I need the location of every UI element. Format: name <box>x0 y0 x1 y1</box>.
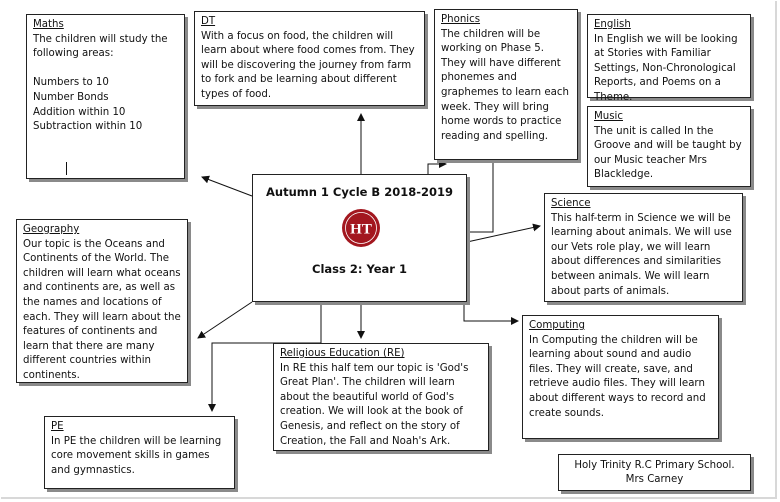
english-body: In English we will be looking at Stories with Familiar Settings, Non-Chronological Reports, and Poems on a Theme. <box>594 33 738 103</box>
pe-title: PE <box>51 421 64 432</box>
re-title: Religious Education (RE) <box>280 348 405 359</box>
maths-title: Maths <box>33 19 64 30</box>
music-title: Music <box>594 111 623 122</box>
maths-box <box>26 14 185 179</box>
arrow-to-geography <box>198 302 252 338</box>
logo-text: HT <box>350 221 372 238</box>
signature-box <box>558 454 751 491</box>
arrow-to-science <box>467 226 540 242</box>
computing-box <box>522 315 719 439</box>
dt-body: With a focus on food, the children will learn about where food comes from. They will be discovering the journey from farm to fork and be learning about different types of food. <box>201 30 415 100</box>
phonics-body: The children will be working on Phase 5. They will have different phonemes and graphemes to learn each week. They will bring home words to practice reading and spelling. <box>441 28 569 142</box>
centre-box <box>252 174 467 302</box>
maths-body: The children will study the following areas: Numbers to 10 Number Bonds Addition within 10 Subtraction within 10 <box>33 33 168 133</box>
teacher-name: Mrs Carney <box>625 473 684 485</box>
text-cursor <box>66 162 67 175</box>
science-title: Science <box>551 198 591 209</box>
centre-class: Class 2: Year 1 <box>312 262 407 276</box>
pe-box <box>44 416 235 489</box>
geography-box <box>16 219 188 383</box>
dt-title: DT <box>201 16 216 27</box>
computing-body: In Computing the children will be learning about sound and audio files. They will create, save, and retrieve audio files. They will learn about different ways to record and create sounds. <box>529 334 706 419</box>
science-body: This half-term in Science we will be learning about animals. We will use our Vets role play, we will learn about differences and similarities between animals. We will learn about parts of animals. <box>551 212 732 297</box>
phonics-title: Phonics <box>441 14 481 25</box>
dt-box <box>194 11 425 106</box>
music-box <box>587 106 751 187</box>
music-body: The unit is called In the Groove and will be taught by our Music teacher Mrs Blackledge. <box>594 125 742 181</box>
re-box <box>273 343 489 451</box>
arrow-to-maths <box>202 177 252 196</box>
science-box <box>544 193 743 302</box>
geography-body: Our topic is the Oceans and Continents of the World. The children will learn what oceans and continents are, as well as the names and locations of each. They will learn about the features of continents and learn that there are many different countries within continents. <box>23 238 181 381</box>
centre-title: Autumn 1 Cycle B 2018-2019 <box>265 185 453 199</box>
english-title: English <box>594 19 631 30</box>
phonics-box <box>434 9 578 160</box>
re-body: In RE this half tem our topic is 'God's Great Plan'. The children will learn about the beautiful world of God's creation. We will look at the book of Genesis, and reflect on the story of Creation, the Fall and Noah's Ark. <box>280 362 469 447</box>
arrow-to-computing <box>464 302 518 321</box>
connector-phonics-right <box>467 160 493 232</box>
geography-title: Geography <box>23 224 80 235</box>
english-box <box>587 14 751 103</box>
school-name: Holy Trinity R.C Primary School. <box>574 460 735 471</box>
school-logo-icon <box>341 208 381 248</box>
computing-title: Computing <box>529 320 585 331</box>
arrow-to-phonics <box>428 164 446 174</box>
pe-body: In PE the children will be learning core movement skills in games and gymnastics. <box>51 435 222 476</box>
